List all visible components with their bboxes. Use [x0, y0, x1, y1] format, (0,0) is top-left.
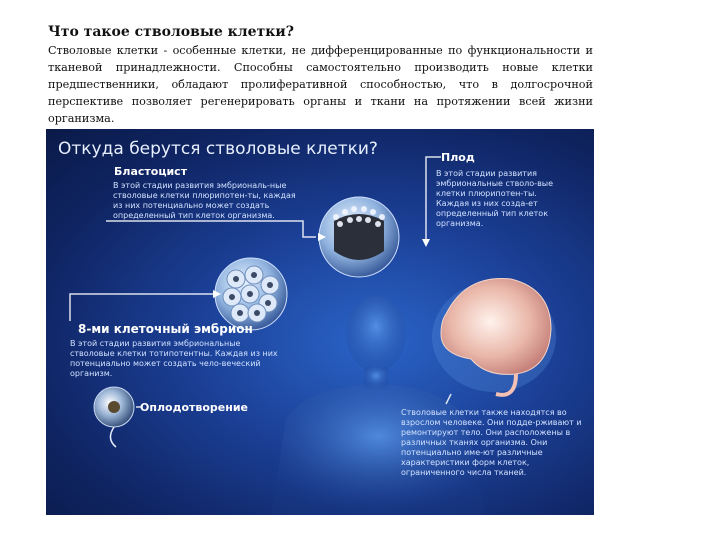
fetus-label: Плод: [441, 151, 475, 164]
blastocyst-icon: [319, 197, 399, 277]
fertilization-label: Оплодотворение: [140, 401, 249, 414]
document-paragraph: Стволовые клетки - особенные клетки, не дифференцированные по функциональности и тканевой принадлежности. Способны самостоятельно производить новые клетки предшественники, обладают пролиферативной способностью, что в долгосрочной перспективе позволяет регенерировать органы и ткани на протяжении всей жизни организма.: [48, 44, 593, 125]
fetus-text: В этой стадии развития эмбриональные стволо-вые клетки плюрипотен-ты. Каждая из них созда-ет определенный тип клеток организма.: [436, 169, 554, 228]
stem-cell-infographic: [46, 129, 594, 515]
eight-cell-embryo-label: 8-ми клеточный эмбрион: [78, 322, 253, 336]
fetus-icon: [432, 278, 556, 394]
document-title: Что такое стволовые клетки?: [48, 24, 294, 40]
adult-stem-cells-text: Стволовые клетки также находятся во взрослом человеке. Они подде-рживают и ремонтируют тело. Они расположены в различных тканях организма. Они потенциально име-ют различные характеристики форм клеток, ограниченного числа тканей.: [401, 408, 582, 477]
blastocyst-label: Бластоцист: [114, 165, 188, 178]
blastocyst-text: В этой стадии развития эмбриональ-ные стволовые клетки плюрипотен-ты, каждая из них потенциально может создать определенный тип клеток организма.: [113, 181, 296, 220]
eight-cell-embryo-text: В этой стадии развития эмбриональные стволовые клетки тотипотентны. Каждая из них потенциально может создать чело-веческий организм.: [70, 339, 278, 378]
fertilization-egg-icon: [94, 387, 134, 447]
eight-cell-embryo-icon: [215, 258, 287, 330]
infographic-title: Откуда берутся стволовые клетки?: [58, 139, 378, 159]
